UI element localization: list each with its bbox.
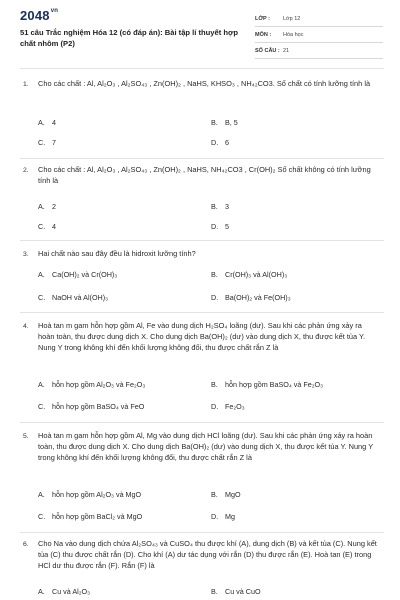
option-d[interactable] [211,402,245,411]
option-c[interactable] [38,293,108,302]
option-text: hỗn hợp gồm BaSO₄ và Fe₂O₃ [225,380,324,389]
option-text: NaOH và Al(OH)₃ [52,293,109,302]
option-c[interactable] [38,512,142,521]
option-text: 6 [225,138,229,147]
option-letter: D. [211,222,219,231]
question-text: Cho Na vào dung dịch chứa Al₂SO₄₃ và CuSO₄ thu được khí (A), dung dịch (B) và kết tủa (C). Nung kết tủa (C) thu được chất rắn (D). Cho khí (A) dư tác dụng với rắn (D) thu được rắn (E). Hoà tan (E) trong HCl dư thu được rắn (F). Rắn (F) là [38,539,377,571]
option-d[interactable] [211,222,229,231]
question-text: Cho các chất : Al, Al₂O₃ , Al₂SO₄₃ , Zn(OH)₂ , NaHS, KHSO₃ , NH₄₂CO3. Số chất có tính lưỡng tính là [38,79,371,88]
option-d[interactable] [211,138,229,147]
option-text: Cr(OH)₃ và Al(OH)₃ [225,270,288,279]
divider [20,312,384,313]
site-logo[interactable] [20,8,58,23]
meta-class-value: Lớp 12 [283,16,301,22]
option-letter: B. [211,587,218,596]
meta-class-label: LỚP : [255,16,270,22]
option-text: Cu và Al₂O₃ [52,587,91,596]
option-text: Ba(OH)₂ và Fe(OH)₃ [225,293,291,302]
divider [20,158,384,159]
divider [20,240,384,241]
option-b[interactable] [211,490,241,499]
option-c[interactable] [38,402,144,411]
question-text: Hoà tan m gam hỗn hợp gồm Al, Fe vào dung dịch H₂SO₄ loãng (dư). Sau khi các phản ứng xảy ra hoàn toàn, thu được dung dịch X. Cho dung dịch Ba(OH)₂ (dư) vào dung dịch X, thu được kết tủa Y. Nung Y trong không khí đến khối lượng không đổi, thu được chất rắn Z là [38,321,366,353]
divider [20,68,384,69]
option-text: Fe₂O₃ [225,402,245,411]
option-text: hỗn hợp gồm Al₂O₃ và Fe₂O₃ [52,380,146,389]
option-letter: C. [38,222,46,231]
option-text: Ca(OH)₂ và Cr(OH)₃ [52,270,118,279]
option-text: B, 5 [225,118,238,127]
option-d[interactable] [211,512,235,521]
option-c[interactable] [38,222,56,231]
option-letter: C. [38,138,46,147]
option-text: 3 [225,202,229,211]
option-letter: A. [38,270,45,279]
option-text: 4 [52,222,56,231]
question-number: 3. [23,251,29,258]
option-letter: B. [211,202,218,211]
question-text: Hoà tan m gam hỗn hợp gồm Al, Mg vào dung dịch HCl loãng (dư). Sau khi các phản ứng xảy ra hoàn toàn, thu được dung dịch X. Cho dung dịch Ba(OH)₂ (dư) vào dung dịch X, thu được kết tủa Y. Nung Y trong không khí đến khối lượng không đổi, thu được chất rắn Z là [38,431,373,463]
meta-count-value: 21 [283,48,290,54]
question-number: 1. [23,81,29,88]
option-letter: C. [38,293,46,302]
option-letter: A. [38,490,45,499]
option-letter: C. [38,402,46,411]
option-letter: A. [38,202,45,211]
option-text: hỗn hợp gồm Al₂O₃ và MgO [52,490,142,499]
option-letter: A. [38,587,45,596]
meta-count-label: SỐ CÂU : [255,48,280,54]
meta-subject-row [255,30,383,43]
option-b[interactable] [211,587,261,596]
question-number: 6. [23,541,29,548]
option-letter: A. [38,118,45,127]
option-a[interactable] [38,202,56,211]
question-number: 4. [23,323,29,330]
option-b[interactable] [211,380,323,389]
option-letter: B. [211,270,218,279]
option-letter: D. [211,138,219,147]
option-letter: B. [211,490,218,499]
meta-class-row [255,14,383,27]
option-text: Mg [225,512,235,521]
option-letter: B. [211,118,218,127]
option-b[interactable] [211,270,287,279]
option-letter: D. [211,402,219,411]
option-letter: D. [211,512,219,521]
option-letter: C. [38,512,46,521]
option-a[interactable] [38,270,117,279]
option-c[interactable] [38,138,56,147]
option-text: MgO [225,490,241,499]
question-number: 5. [23,433,29,440]
option-letter: B. [211,380,218,389]
question-text: Cho các chất : Al, Al₂O₃ , Al₂SO₄₃ , Zn(OH)₂ , NaHS, NH₄₂CO3 , Cr(OH)₂ Số chất không có tính lưỡng tính là [38,165,371,186]
meta-count-row [255,46,383,59]
option-b[interactable] [211,202,229,211]
meta-subject-value: Hóa học [283,32,304,38]
question-number: 2. [23,167,29,174]
logo-text: 2048 [20,8,50,23]
option-a[interactable] [38,118,56,127]
option-a[interactable] [38,587,90,596]
option-letter: D. [211,293,219,302]
option-d[interactable] [211,293,291,302]
divider [20,422,384,423]
meta-subject-label: MÔN : [255,32,272,38]
option-a[interactable] [38,490,141,499]
option-text: hỗn hợp gồm BaCl₂ và MgO [52,512,143,521]
option-a[interactable] [38,380,145,389]
divider [20,532,384,533]
page-title: 51 câu Trắc nghiệm Hóa 12 (có đáp án): Bài tập lí thuyết hợp chất nhôm (P2) [20,28,239,48]
option-text: 4 [52,118,56,127]
option-text: 7 [52,138,56,147]
question-text: Hai chất nào sau đây đều là hidroxit lưỡng tính? [38,249,196,258]
option-text: Cu và CuO [225,587,261,596]
logo-suffix: vn [50,8,59,14]
document-header [0,0,400,66]
option-text: 2 [52,202,56,211]
option-text: hỗn hợp gồm BaSO₄ và FeO [52,402,145,411]
option-text: 5 [225,222,229,231]
option-b[interactable] [211,118,238,127]
option-letter: A. [38,380,45,389]
